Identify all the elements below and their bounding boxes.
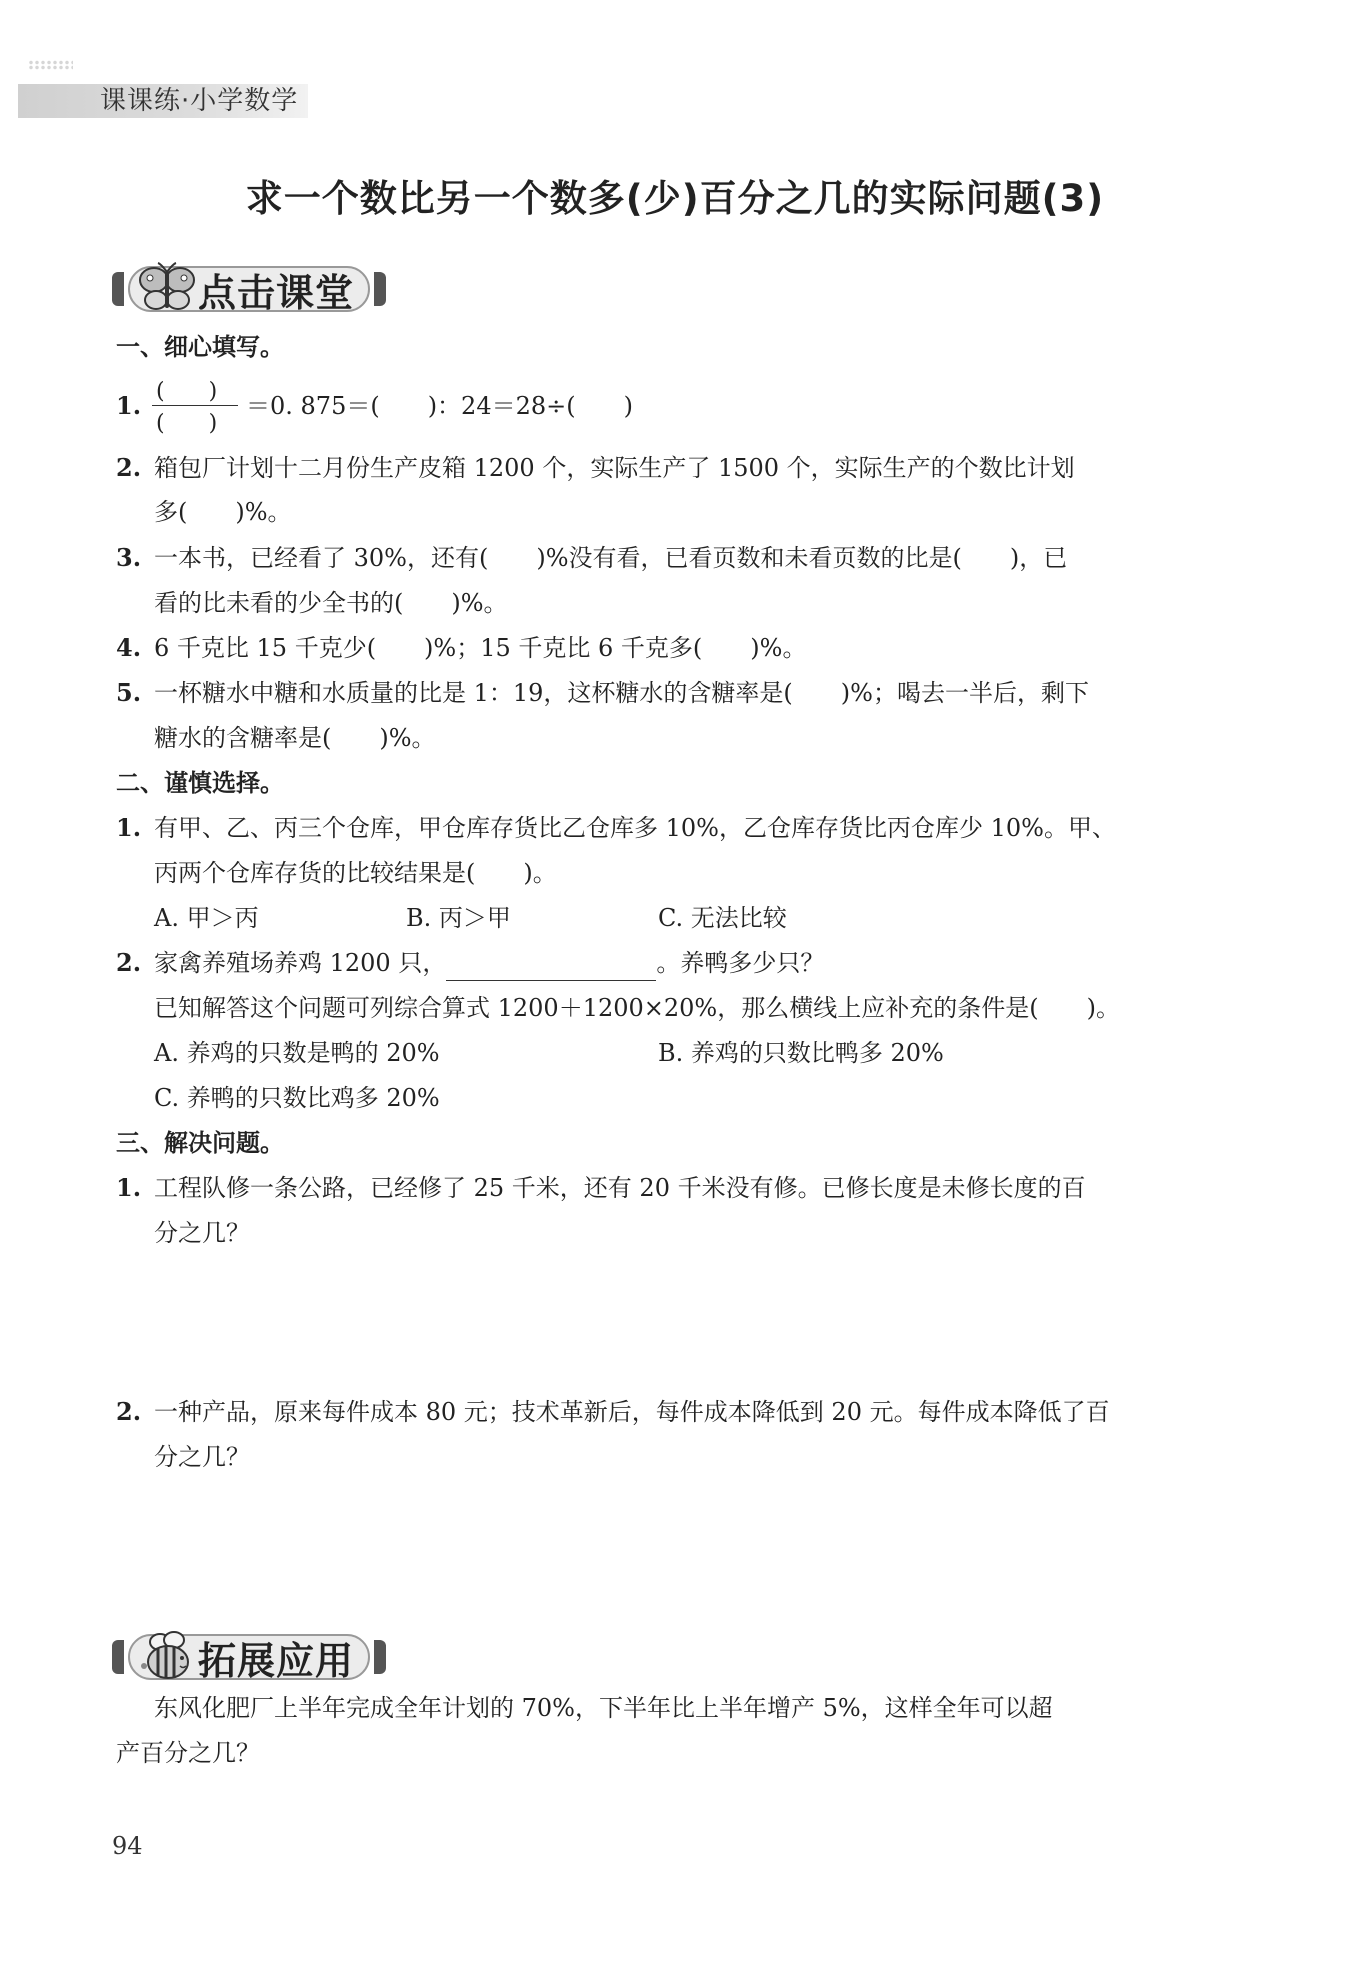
banner-pill bbox=[128, 266, 370, 315]
q3-2-line1: 一种产品，原来每件成本 80 元；技术革新后，每件成本降低到 20 元。每件成本降低了百 bbox=[154, 1398, 1110, 1426]
banner-cap-left bbox=[112, 272, 124, 306]
banner-cap-right bbox=[374, 272, 386, 306]
page-title: 求一个数比另一个数多(少)百分之几的实际问题(3) bbox=[245, 177, 1105, 220]
q1-5-line2: 糖水的含糖率是( )%。 bbox=[154, 724, 436, 752]
butterfly-icon bbox=[136, 262, 198, 316]
header-dots-decoration bbox=[28, 60, 73, 70]
q2-2-number: 2. bbox=[116, 948, 142, 977]
q1-4-line1: 6 千克比 15 千克少( )%；15 千克比 6 千克多( )%。 bbox=[154, 634, 807, 662]
part3-heading: 三、解决问题。 bbox=[116, 1129, 284, 1157]
page-number: 94 bbox=[112, 1832, 143, 1860]
section-banner-click bbox=[112, 260, 386, 318]
q1-1-text: ＝0. 875＝( )：24＝28÷( ) bbox=[246, 392, 633, 420]
banner-pill bbox=[128, 1634, 370, 1683]
q2-1-option-b: B. 丙＞甲 bbox=[406, 904, 511, 932]
q2-2-line2: 已知解答这个问题可列综合算式 1200＋1200×20%，那么横线上应补充的条件是( )。 bbox=[154, 994, 1120, 1022]
q3-1-number: 1. bbox=[116, 1173, 142, 1202]
q2-2-option-b: B. 养鸡的只数比鸭多 20% bbox=[658, 1039, 944, 1067]
q1-3-number: 3. bbox=[116, 543, 142, 572]
answer-blank-line bbox=[446, 953, 656, 981]
q2-2-line1-start: 家禽养殖场养鸡 1200 只， bbox=[154, 949, 447, 977]
part2-heading: 二、谨慎选择。 bbox=[116, 769, 284, 797]
q3-2-number: 2. bbox=[116, 1397, 142, 1426]
banner-cap-left bbox=[112, 1640, 124, 1674]
q2-2-option-a: A. 养鸡的只数是鸭的 20% bbox=[154, 1039, 440, 1067]
q1-2-number: 2. bbox=[116, 453, 142, 482]
q1-5-number: 5. bbox=[116, 678, 142, 707]
q3-2-line2: 分之几？ bbox=[154, 1443, 250, 1471]
q1-2-line2: 多( )%。 bbox=[154, 498, 292, 526]
q1-3-line1: 一本书，已经看了 30%，还有( )%没有看，已看页数和未看页数的比是( )，已 bbox=[154, 544, 1068, 572]
q2-2-line1 bbox=[154, 945, 824, 981]
series-title: 课课练·小学数学 bbox=[100, 86, 299, 116]
extend-problem-line2: 产百分之几？ bbox=[116, 1739, 260, 1767]
q2-1-option-c: C. 无法比较 bbox=[658, 904, 787, 932]
q1-3-line2: 看的比未看的少全书的( )%。 bbox=[154, 589, 508, 617]
q3-1-line2: 分之几？ bbox=[154, 1219, 250, 1247]
fraction-blank bbox=[152, 378, 238, 434]
q2-1-number: 1. bbox=[116, 813, 142, 842]
q1-4-number: 4. bbox=[116, 633, 142, 662]
q1-5-line1: 一杯糖水中糖和水质量的比是 1：19，这杯糖水的含糖率是( )%；喝去一半后，剩下 bbox=[154, 679, 1089, 707]
bee-icon bbox=[136, 1630, 198, 1684]
fraction-numerator: ( ) bbox=[156, 379, 218, 404]
q2-1-line1: 有甲、乙、丙三个仓库，甲仓库存货比乙仓库多 10%，乙仓库存货比丙仓库少 10%。甲、 bbox=[154, 814, 1116, 842]
extend-problem-line1: 东风化肥厂上半年完成全年计划的 70%，下半年比上半年增产 5%，这样全年可以超 bbox=[154, 1694, 1053, 1722]
q3-1-line1: 工程队修一条公路，已经修了 25 千米，还有 20 千米没有修。已修长度是未修长度的百 bbox=[154, 1174, 1086, 1202]
section-label-extend: 拓展应用 bbox=[198, 1638, 355, 1683]
q2-2-option-c: C. 养鸭的只数比鸡多 20% bbox=[154, 1084, 440, 1112]
fraction-denominator: ( ) bbox=[156, 411, 218, 436]
q2-1-line2: 丙两个仓库存货的比较结果是( )。 bbox=[154, 859, 557, 887]
q1-1-number: 1. bbox=[116, 391, 142, 420]
banner-cap-right bbox=[374, 1640, 386, 1674]
q1-2-line1: 箱包厂计划十二月份生产皮箱 1200 个，实际生产了 1500 个，实际生产的个数比计划 bbox=[154, 454, 1075, 482]
section-banner-extend bbox=[112, 1628, 386, 1686]
q2-2-line1-end: 。养鸭多少只？ bbox=[656, 949, 825, 977]
q2-1-option-a: A. 甲＞丙 bbox=[154, 904, 259, 932]
section-label-click: 点击课堂 bbox=[198, 270, 355, 315]
part1-heading: 一、细心填写。 bbox=[116, 333, 284, 361]
